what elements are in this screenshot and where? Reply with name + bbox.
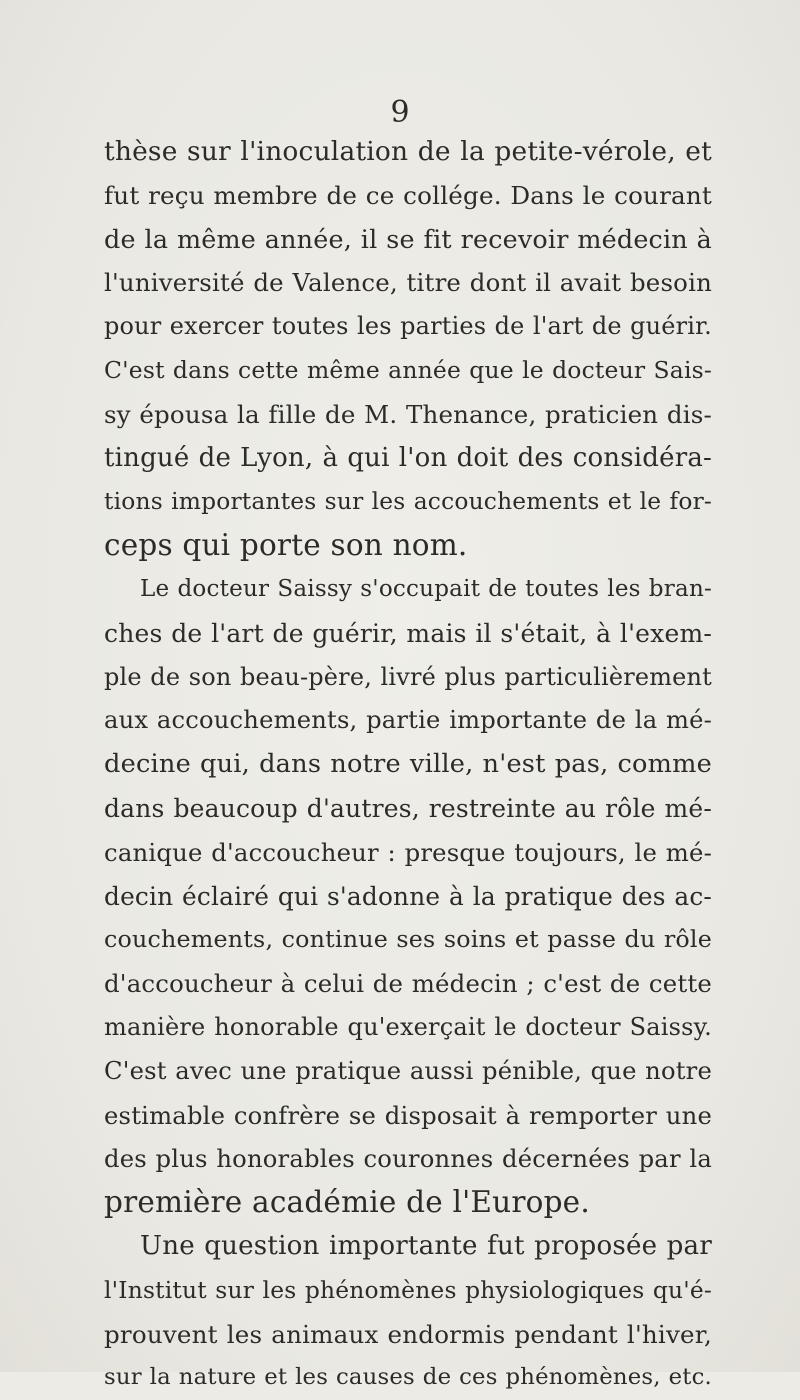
page-number: 9 xyxy=(390,95,410,130)
text-line: manière honorable qu'exerçait le docteur Saissy. xyxy=(104,1012,712,1041)
text-line: Le docteur Saissy s'occupait de toutes les bran- xyxy=(140,575,712,602)
text-line: C'est dans cette même année que le docteur Sais- xyxy=(104,355,712,384)
text-line: decine qui, dans notre ville, n'est pas, comme xyxy=(104,749,712,780)
text-line: Une question importante fut proposée par xyxy=(140,1230,712,1261)
text-line: estimable confrère se disposait à remporter une xyxy=(104,1100,712,1130)
text-line: l'Institut sur les phénomènes physiologiques qu'é- xyxy=(104,1275,712,1304)
text-line: tingué de Lyon, à qui l'on doit des considéra- xyxy=(104,442,712,473)
text-line: canique d'accoucheur : presque toujours, le mé- xyxy=(104,837,712,867)
text-line: première académie de l'Europe. xyxy=(104,1185,590,1220)
text-line: pour exercer toutes les parties de l'art de guérir. xyxy=(104,312,712,341)
text-line: fut reçu membre de ce collége. Dans le courant xyxy=(104,180,712,210)
text-line: ceps qui porte son nom. xyxy=(104,528,468,563)
text-line: aux accouchements, partie importante de la mé- xyxy=(104,706,712,735)
body-text xyxy=(104,130,712,1400)
text-line: prouvent les animaux endormis pendant l'hiver, xyxy=(104,1319,712,1349)
text-line: C'est avec une pratique aussi pénible, que notre xyxy=(104,1056,712,1085)
text-line: ple de son beau-père, livré plus particulièrement xyxy=(104,662,712,691)
text-line: tions importantes sur les accouchements et le for- xyxy=(104,487,712,516)
text-line: sur la nature et les causes de ces phénomènes, etc. xyxy=(104,1364,712,1391)
text-line: couchements, continue ses soins et passe du rôle xyxy=(104,925,712,954)
text-line: d'accoucheur à celui de médecin ; c'est de cette xyxy=(104,969,712,999)
text-line: l'université de Valence, titre dont il avait besoin xyxy=(104,268,712,298)
text-line: decin éclairé qui s'adonne à la pratique des ac- xyxy=(104,881,712,911)
text-line: ches de l'art de guérir, mais il s'était, à l'exem- xyxy=(104,618,712,648)
text-line: dans beaucoup d'autres, restreinte au rôle mé- xyxy=(104,793,712,823)
text-line: de la même année, il se fit recevoir médecin à xyxy=(104,223,712,254)
text-line: thèse sur l'inoculation de la petite-vérole, et xyxy=(104,136,712,167)
text-line: des plus honorables couronnes décernées par la xyxy=(104,1144,712,1174)
text-line: sy épousa la fille de M. Thenance, praticien dis- xyxy=(104,399,712,429)
